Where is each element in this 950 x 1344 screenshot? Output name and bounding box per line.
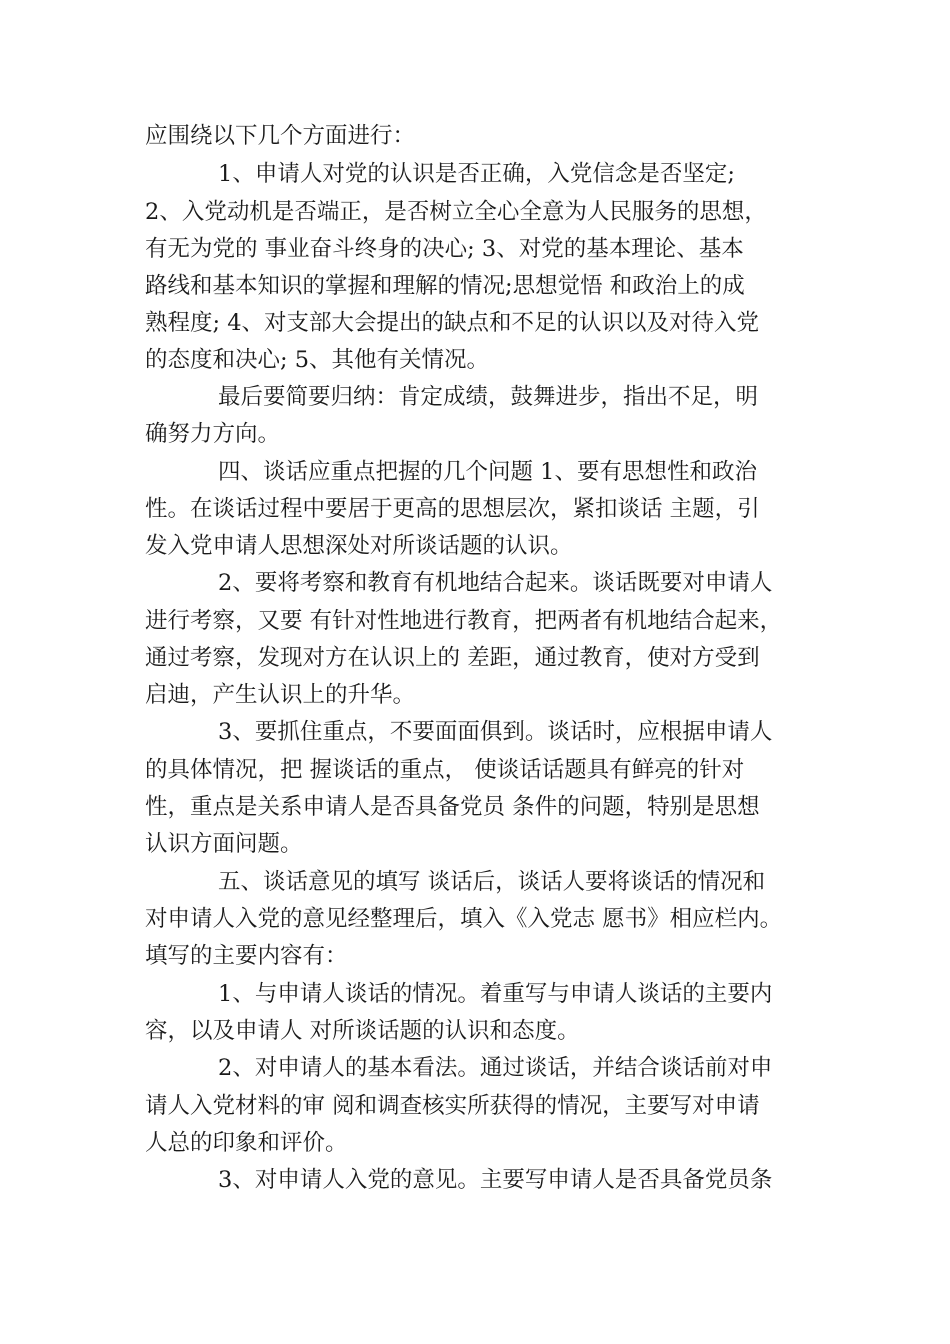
text-line: 容，以及申请人 对所谈话题的认识和态度。 bbox=[145, 1018, 580, 1044]
text-line: 3、对申请人入党的意见。主要写申请人是否具备党员条 bbox=[218, 1167, 773, 1193]
text-line: 的具体情况，把 握谈话的重点， 使谈话话题具有鲜亮的针对 bbox=[145, 757, 745, 783]
text-line: 性，重点是关系申请人是否具备党员 条件的问题，特别是思想 bbox=[145, 794, 760, 820]
text-line: 启迪，产生认识上的升华。 bbox=[145, 682, 416, 708]
text-line: 请人入党材料的审 阅和调查核实所获得的情况，主要写对申请 bbox=[145, 1093, 760, 1119]
text-line: 应围绕以下几个方面进行： bbox=[145, 123, 416, 149]
text-line: 认识方面问题。 bbox=[145, 831, 303, 857]
text-line: 人总的印象和评价。 bbox=[145, 1130, 348, 1156]
text-line: 五、谈话意见的填写 谈话后，谈话人要将谈话的情况和 bbox=[218, 869, 766, 895]
text-line: 路线和基本知识的掌握和理解的情况;思想觉悟 和政治上的成 bbox=[145, 273, 745, 299]
text-line: 发入党申请人思想深处对所谈话题的认识。 bbox=[145, 533, 573, 559]
text-line: 填写的主要内容有： bbox=[145, 943, 348, 969]
text-line: 性。在谈话过程中要居于更高的思想层次，紧扣谈话 主题，引 bbox=[145, 496, 760, 522]
text-line: 四、谈话应重点把握的几个问题 1、要有思想性和政治 bbox=[218, 459, 757, 485]
text-line: 3、要抓住重点，不要面面俱到。谈话时，应根据申请人 bbox=[218, 719, 773, 745]
text-line: 确努力方向。 bbox=[145, 421, 281, 447]
text-line: 有无为党的 事业奋斗终身的决心; 3、对党的基本理论、基本 bbox=[145, 236, 744, 262]
text-line: 通过考察，发现对方在认识上的 差距，通过教育，使对方受到 bbox=[145, 645, 760, 671]
text-line: 1、与申请人谈话的情况。着重写与申请人谈话的主要内 bbox=[218, 981, 773, 1007]
text-line: 的态度和决心; 5、其他有关情况。 bbox=[145, 347, 490, 373]
text-line: 对申请人入党的意见经整理后，填入《入党志 愿书》相应栏内。 bbox=[145, 906, 783, 932]
text-line: 2、入党动机是否端正，是否树立全心全意为人民服务的思想， bbox=[145, 199, 767, 225]
text-line: 最后要简要归纳：肯定成绩，鼓舞进步，指出不足，明 bbox=[218, 384, 759, 410]
text-line: 2、对申请人的基本看法。通过谈话，并结合谈话前对申 bbox=[218, 1055, 773, 1081]
text-line: 熟程度; 4、对支部大会提出的缺点和不足的认识以及对待入党 bbox=[145, 310, 760, 336]
text-line: 2、要将考察和教育有机地结合起来。谈话既要对申请人 bbox=[218, 570, 773, 596]
text-line: 1、申请人对党的认识是否正确，入党信念是否坚定; bbox=[218, 161, 735, 187]
text-line: 进行考察，又要 有针对性地进行教育，把两者有机地结合起来， bbox=[145, 608, 783, 634]
